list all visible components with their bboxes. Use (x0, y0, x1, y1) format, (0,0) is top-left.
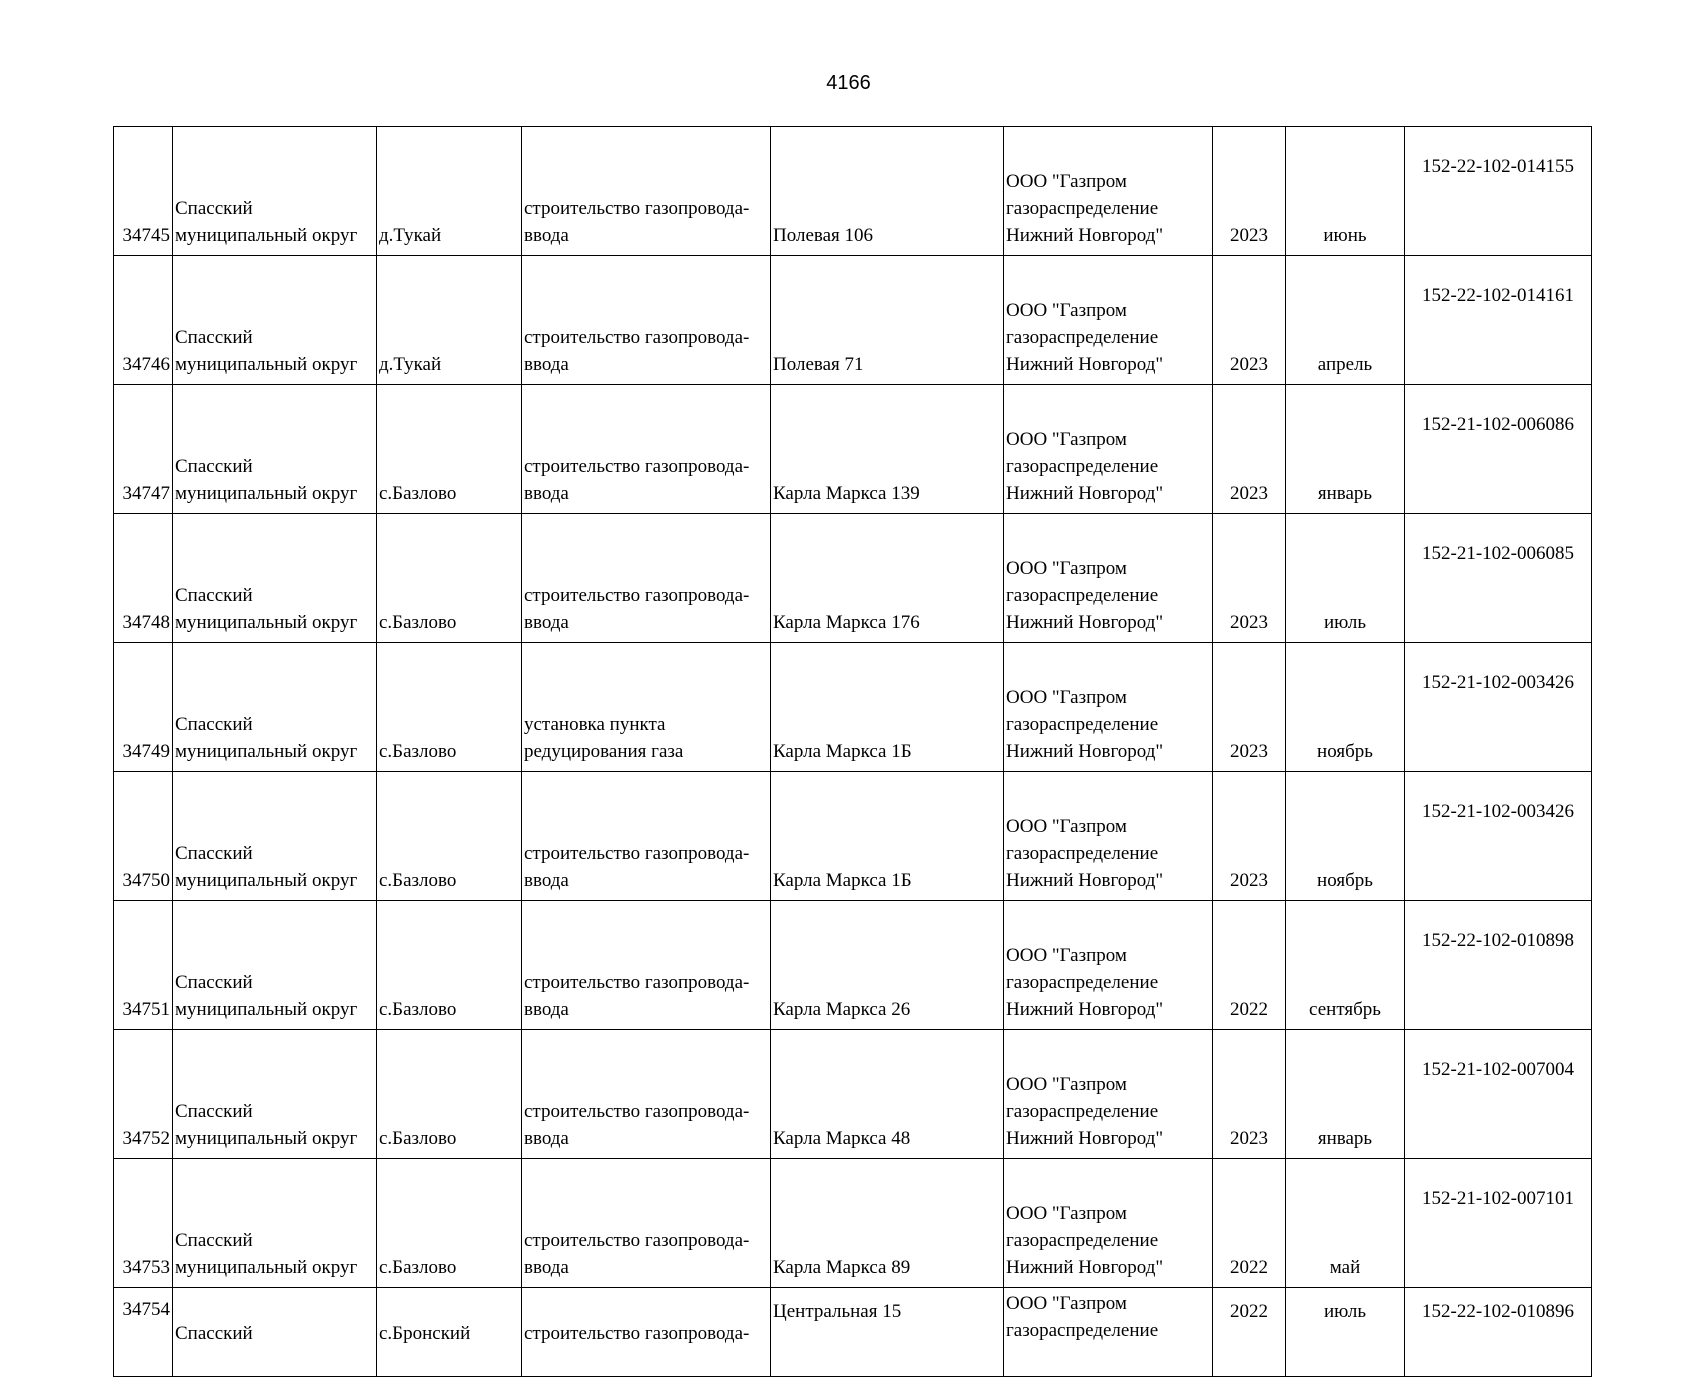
year-cell: 2023 (1213, 643, 1286, 772)
code-cell: 152-21-102-006085 (1405, 514, 1592, 643)
year-cell: 2023 (1213, 256, 1286, 385)
work-cell: строительство газопровода- ввода (522, 385, 771, 514)
district-cell: Спасский муниципальный округ (173, 514, 377, 643)
work-cell: строительство газопровода- ввода (522, 772, 771, 901)
address-cell: Полевая 71 (771, 256, 1004, 385)
locality-cell: с.Базлово (377, 385, 522, 514)
table-row (114, 1159, 1592, 1288)
address-cell: Карла Маркса 1Б (771, 772, 1004, 901)
district-cell: Спасский муниципальный округ (173, 127, 377, 256)
work-cell: строительство газопровода- ввода (522, 256, 771, 385)
district-cell: Спасский муниципальный округ (173, 901, 377, 1030)
table-row (114, 385, 1592, 514)
locality-cell: с.Базлово (377, 1159, 522, 1288)
locality-cell: с.Базлово (377, 901, 522, 1030)
table-row (114, 643, 1592, 772)
district-cell: Спасский муниципальный округ (173, 1030, 377, 1159)
district-cell: Спасский (173, 1288, 377, 1377)
organization-cell: ООО "Газпром газораспределение Нижний Новгород" (1004, 385, 1213, 514)
organization-cell: ООО "Газпром газораспределение Нижний Новгород" (1004, 127, 1213, 256)
year-cell: 2022 (1213, 1288, 1286, 1377)
month-cell: май (1286, 1159, 1405, 1288)
row-id: 34747 (114, 385, 173, 514)
table-row (114, 901, 1592, 1030)
address-cell: Полевая 106 (771, 127, 1004, 256)
month-cell: июль (1286, 1288, 1405, 1377)
organization-cell: ООО "Газпром газораспределение Нижний Новгород" (1004, 772, 1213, 901)
row-id: 34752 (114, 1030, 173, 1159)
address-cell: Карла Маркса 89 (771, 1159, 1004, 1288)
month-cell: январь (1286, 385, 1405, 514)
work-cell: строительство газопровода- ввода (522, 901, 771, 1030)
code-cell: 152-21-102-007101 (1405, 1159, 1592, 1288)
row-id: 34745 (114, 127, 173, 256)
month-cell: июнь (1286, 127, 1405, 256)
locality-cell: с.Базлово (377, 643, 522, 772)
table-row (114, 127, 1592, 256)
year-cell: 2023 (1213, 127, 1286, 256)
month-cell: январь (1286, 1030, 1405, 1159)
row-id: 34746 (114, 256, 173, 385)
month-cell: сентябрь (1286, 901, 1405, 1030)
work-cell: строительство газопровода- ввода (522, 127, 771, 256)
work-cell: строительство газопровода- ввода (522, 1159, 771, 1288)
row-id: 34751 (114, 901, 173, 1030)
organization-cell: ООО "Газпром газораспределение Нижний Новгород" (1004, 1159, 1213, 1288)
district-cell: Спасский муниципальный округ (173, 256, 377, 385)
work-cell: строительство газопровода- (522, 1288, 771, 1377)
code-cell: 152-22-102-010896 (1405, 1288, 1592, 1377)
year-cell: 2023 (1213, 385, 1286, 514)
month-cell: апрель (1286, 256, 1405, 385)
address-cell: Карла Маркса 139 (771, 385, 1004, 514)
locality-cell: с.Бронский (377, 1288, 522, 1377)
district-cell: Спасский муниципальный округ (173, 1159, 377, 1288)
year-cell: 2023 (1213, 1030, 1286, 1159)
code-cell: 152-21-102-003426 (1405, 772, 1592, 901)
month-cell: июль (1286, 514, 1405, 643)
gas-works-table (113, 126, 1592, 1377)
year-cell: 2023 (1213, 514, 1286, 643)
row-id: 34750 (114, 772, 173, 901)
address-cell: Карла Маркса 176 (771, 514, 1004, 643)
organization-cell: ООО "Газпром газораспределение Нижний Новгород" (1004, 643, 1213, 772)
code-cell: 152-21-102-006086 (1405, 385, 1592, 514)
district-cell: Спасский муниципальный округ (173, 772, 377, 901)
code-cell: 152-21-102-003426 (1405, 643, 1592, 772)
month-cell: ноябрь (1286, 772, 1405, 901)
year-cell: 2023 (1213, 772, 1286, 901)
district-cell: Спасский муниципальный округ (173, 385, 377, 514)
year-cell: 2022 (1213, 1159, 1286, 1288)
locality-cell: с.Базлово (377, 514, 522, 643)
organization-cell: ООО "Газпром газораспределение Нижний Новгород" (1004, 901, 1213, 1030)
code-cell: 152-22-102-010898 (1405, 901, 1592, 1030)
locality-cell: д.Тукай (377, 256, 522, 385)
work-cell: строительство газопровода- ввода (522, 1030, 771, 1159)
organization-cell: ООО "Газпром газораспределение Нижний Новгород" (1004, 1030, 1213, 1159)
organization-cell: ООО "Газпром газораспределение Нижний Новгород" (1004, 256, 1213, 385)
code-cell: 152-21-102-007004 (1405, 1030, 1592, 1159)
code-cell: 152-22-102-014161 (1405, 256, 1592, 385)
locality-cell: с.Базлово (377, 1030, 522, 1159)
organization-cell: ООО "Газпром газораспределение Нижний Новгород" (1004, 514, 1213, 643)
month-cell: ноябрь (1286, 643, 1405, 772)
table-row (114, 256, 1592, 385)
work-cell: установка пункта редуцирования газа (522, 643, 771, 772)
table-row (114, 1030, 1592, 1159)
code-cell: 152-22-102-014155 (1405, 127, 1592, 256)
district-cell: Спасский муниципальный округ (173, 643, 377, 772)
locality-cell: с.Базлово (377, 772, 522, 901)
address-cell: Карла Маркса 26 (771, 901, 1004, 1030)
address-cell: Карла Маркса 48 (771, 1030, 1004, 1159)
table-row (114, 514, 1592, 643)
page-number: 4166 (826, 72, 871, 94)
locality-cell: д.Тукай (377, 127, 522, 256)
address-cell: Карла Маркса 1Б (771, 643, 1004, 772)
row-id: 34749 (114, 643, 173, 772)
table-row (114, 1288, 1592, 1377)
work-cell: строительство газопровода- ввода (522, 514, 771, 643)
address-cell: Центральная 15 (771, 1288, 1004, 1377)
organization-cell: ООО "Газпром газораспределение (1004, 1288, 1213, 1377)
row-id: 34754 (114, 1288, 173, 1377)
year-cell: 2022 (1213, 901, 1286, 1030)
row-id: 34748 (114, 514, 173, 643)
table-row (114, 772, 1592, 901)
row-id: 34753 (114, 1159, 173, 1288)
